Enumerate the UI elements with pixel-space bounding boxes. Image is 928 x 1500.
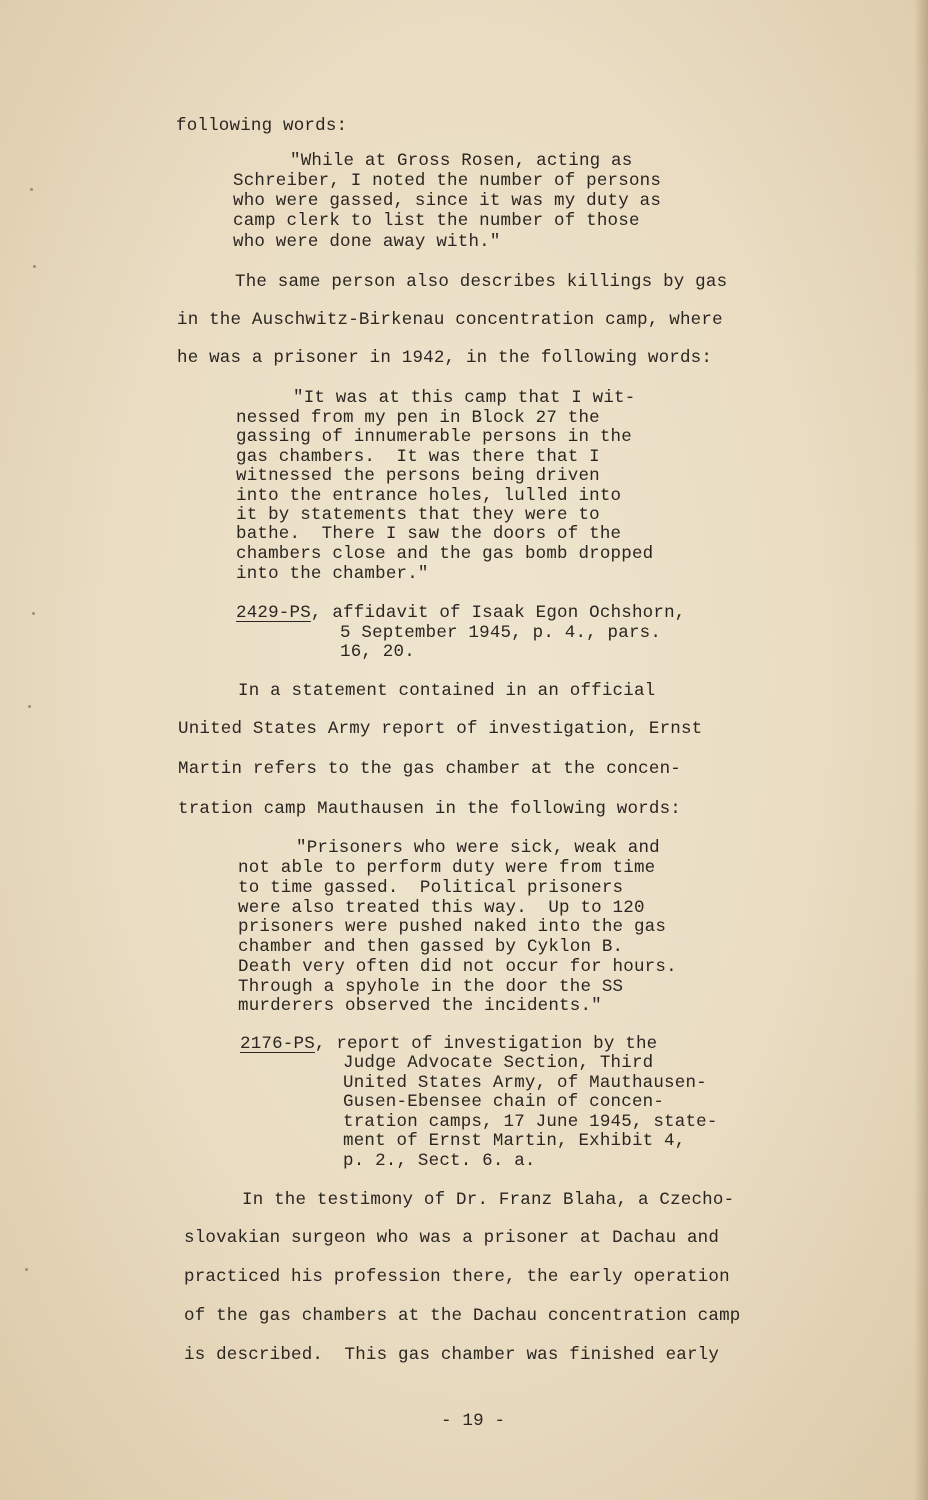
paragraph-line: United States Army report of investigation, Ernst: [178, 719, 703, 739]
citation: [236, 603, 685, 623]
citation-line: p. 2., Sect. 6. a.: [343, 1151, 536, 1171]
paragraph-line: practiced his profession there, the early operation: [184, 1267, 730, 1287]
quote2-line: into the entrance holes, lulled into: [236, 486, 622, 506]
paragraph-line: In the testimony of Dr. Franz Blaha, a Czecho-: [242, 1190, 735, 1210]
quote2-line: bathe. There I saw the doors of the: [236, 524, 622, 544]
quote2-line: witnessed the persons being driven: [236, 466, 600, 486]
citation-text: , report of investigation by the: [314, 1034, 658, 1054]
quote3-line: not able to perform duty were from time: [238, 858, 656, 878]
paper-speck: [30, 188, 33, 191]
paragraph-line: In a statement contained in an official: [238, 681, 656, 701]
quote3-line: chamber and then gassed by Cyklon B.: [238, 937, 624, 957]
quote3-line: prisoners were pushed naked into the gas: [238, 917, 667, 937]
quote2-line: chambers close and the gas bomb dropped: [236, 544, 654, 564]
quote1-line: who were gassed, since it was my duty as: [233, 191, 662, 211]
paragraph-line: is described. This gas chamber was finished early: [184, 1345, 720, 1365]
paragraph-line: slovakian surgeon who was a prisoner at Dachau and: [184, 1228, 720, 1248]
quote3-line: were also treated this way. Up to 120: [238, 898, 645, 918]
quote2-line: into the chamber.": [236, 564, 429, 584]
quote1-line: camp clerk to list the number of those: [233, 211, 640, 231]
paragraph-line: tration camp Mauthausen in the following words:: [178, 799, 681, 819]
quote1-line: Schreiber, I noted the number of persons: [233, 171, 662, 191]
quote3-line: to time gassed. Political prisoners: [238, 878, 624, 898]
paragraph-line: The same person also describes killings by gas: [235, 272, 728, 292]
quote3-line: Death very often did not occur for hours.: [238, 957, 677, 977]
paragraph-line: in the Auschwitz-Birkenau concentration camp, where: [177, 310, 723, 330]
page-number: - 19 -: [441, 1411, 506, 1431]
quote3-line: Through a spyhole in the door the SS: [238, 977, 624, 997]
paper-speck: [33, 265, 36, 268]
citation-ref: 2429-PS: [236, 603, 311, 623]
citation-line: United States Army, of Mauthausen-: [343, 1073, 707, 1093]
paragraph-line: he was a prisoner in 1942, in the following words:: [177, 348, 713, 368]
quote2-line: nessed from my pen in Block 27 the: [236, 408, 600, 428]
paper-speck: [32, 612, 35, 615]
page-edge-shadow: [914, 0, 928, 1500]
citation-text: , affidavit of Isaak Egon Ochshorn,: [310, 603, 686, 623]
quote3-line: "Prisoners who were sick, weak and: [296, 838, 660, 858]
quote1-line: who were done away with.": [233, 232, 501, 252]
quote2-line: gassing of innumerable persons in the: [236, 427, 632, 447]
citation: [240, 1034, 657, 1054]
paper-speck: [28, 705, 31, 708]
citation-line: Judge Advocate Section, Third: [343, 1053, 654, 1073]
citation-line: Gusen-Ebensee chain of concen-: [343, 1092, 665, 1112]
paragraph-line: Martin refers to the gas chamber at the concen-: [178, 759, 681, 779]
citation-line: tration camps, 17 June 1945, state-: [343, 1112, 718, 1132]
quote1-line: "While at Gross Rosen, acting as: [290, 151, 633, 171]
quote2-line: gas chambers. It was there that I: [236, 447, 600, 467]
quote3-line: murderers observed the incidents.": [238, 996, 602, 1016]
paper-speck: [25, 1268, 28, 1271]
paragraph-line: of the gas chambers at the Dachau concentration camp: [184, 1306, 741, 1326]
citation-line: ment of Ernst Martin, Exhibit 4,: [343, 1131, 686, 1151]
quote2-line: it by statements that they were to: [236, 505, 600, 525]
citation-line: 5 September 1945, p. 4., pars.: [340, 623, 662, 643]
citation-ref: 2176-PS: [240, 1034, 315, 1054]
citation-line: 16, 20.: [340, 642, 415, 662]
intro-line: following words:: [176, 116, 348, 136]
quote2-line: "It was at this camp that I wit-: [293, 388, 636, 408]
